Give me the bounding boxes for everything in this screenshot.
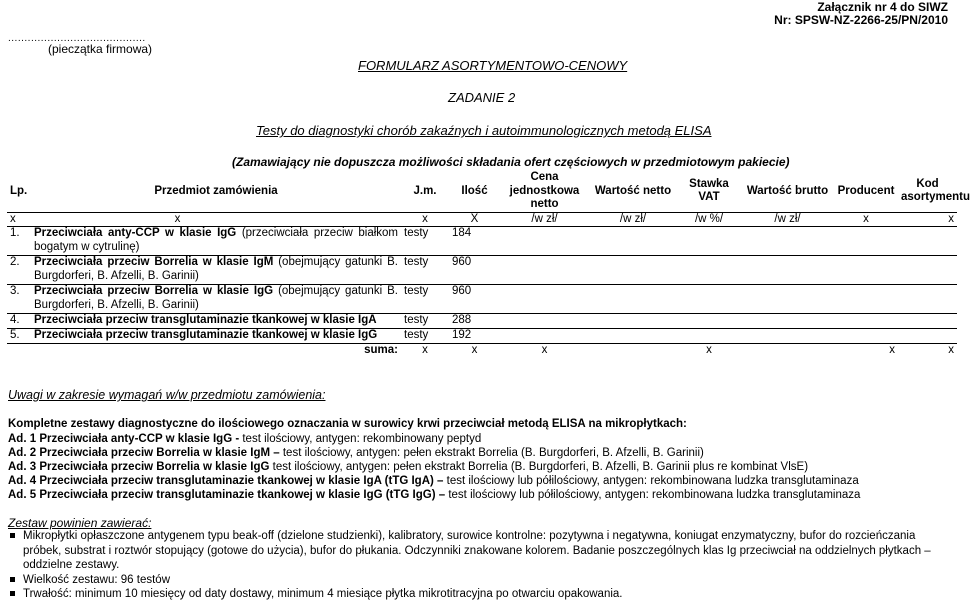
remark-ad3: Ad. 3 Przeciwciała przeciw Borrelia w klasie IgG test ilościowy, antygen: pełen ekstrakt Borrelia (B. Burgdorferi, B. Afzelli, B. Garinii plus re kombinat VlsE) [8,461,809,473]
stamp-label: (pieczątka firmowa) [48,42,153,56]
col-gross: Wartość brutto [746,184,829,197]
list-item: Wielkość zestawu: 96 testów [8,573,953,588]
table-header-row [7,171,957,212]
sum-label: suma: [364,344,398,356]
list-item: Trwałość: minimum 10 miesięcy od daty dostawy, minimum 4 miesiące płytka mikrotitracyjna po otwarciu opakowania. [8,587,953,602]
col-price: Cena jednostkowa netto [509,171,580,210]
col-unit: J.m. [413,184,437,197]
remarks-heading: Uwagi w zakresie wymagań w/w przedmiotu zamówienia: [8,388,326,402]
col-vat: Stawka VAT [689,177,729,204]
col-producer: Producent [837,184,895,197]
partial-offer-note: (Zamawiający nie dopuszcza możliwości składania ofert częściowych w przedmiotowym pakiecie) [232,155,790,169]
table-row: 5. Przeciwciała przeciw transglutaminazie tkankowej w klasie IgG testy 192 [7,329,957,344]
table-row: 2. Przeciwciała przeciw Borrelia w klasie IgM (obejmujący gatunki B. Burgdorferi, B. Afzelli, B. Garinii) testy 960 [7,256,957,285]
kits-heading: Kompletne zestawy diagnostyczne do ilościowego oznaczania w surowicy krwi przeciwciał metodą ELISA na mikropłytkach: [8,418,687,430]
col-item: Przedmiot zamówienia [154,184,278,197]
remark-ad1: Ad. 1 Przeciwciała anty-CCP w klasie IgG - test ilościowy, antygen: rekombinowany peptyd [8,433,482,445]
task-title: ZADANIE 2 [448,90,516,105]
remark-ad4: Ad. 4 Przeciwciała przeciw transglutaminazie tkankowej w klasie IgA (tTG IgA) – test ilościowy lub półilościowy, antygen: rekombinowana ludzka transglutaminaza [8,475,859,487]
remark-ad2: Ad. 2 Przeciwciała przeciw Borrelia w klasie IgM – test ilościowy, antygen: pełen ekstrakt Borrelia (B. Burgdorferi, B. Afzelli, B. Garinii) [8,447,704,459]
remark-ad5: Ad. 5 Przeciwciała przeciw transglutaminazie tkankowej w klasie IgG (tTG IgG) – test ilościowy lub półilościowy, antygen: rekombinowana ludzka transglutaminaza [8,489,861,501]
reference-number: Nr: SPSW-NZ-2266-25/PN/2010 [774,13,948,27]
col-qty: Ilość [461,184,488,197]
set-heading: Zestaw powinien zawierać: [8,516,152,530]
subject-title: Testy do diagnostyki chorób zakaźnych i autoimmunologicznych metodą ELISA [256,123,712,138]
table-row: 4. Przeciwciała przeciw transglutaminazie tkankowej w klasie IgA testy 288 [7,314,957,329]
table-row: 1. Przeciwciała anty-CCP w klasie IgG (przeciwciała przeciw białkom bogatym w cytrulinę) testy 184 [7,227,957,256]
col-lp: Lp. [10,184,28,197]
sum-row: suma: x x x x x x [364,344,954,356]
list-item: Mikropłytki opłaszczone antygenem typu beak-off (dzielone studzienki), kalibratory, surowice kontrolne: pozytywna i negatywna, koniugat enzymatyczny, bufor do rozcieńczania próbek, substrat i roztwór stopujący (gotowe do użycia), bufor do płukania. Odczynniki znakowane kolorem. Badanie poszczególnych klas Ig przeciwciał na oddzielnych płytkach – oddzielne zestawy. [8,529,953,573]
assortment-table [7,171,970,358]
marker-row: x x x X /w zł/ /w zł/ /w %/ /w zł/ x x [7,212,957,227]
form-title: FORMULARZ ASORTYMENTOWO-CENOWY [358,58,628,73]
stamp-dots: .......................................... [8,33,146,44]
attachment-label: Załącznik nr 4 do SIWZ [817,0,948,14]
set-contents-list [8,529,953,602]
col-net: Wartość netto [594,184,672,197]
table-row: 3. Przeciwciała przeciw Borrelia w klasie IgG (obejmujący gatunki B. Burgdorferi, B. Afzelli, B. Garinii) testy 960 [7,285,957,314]
col-code: Kod asortymentu [901,177,970,204]
